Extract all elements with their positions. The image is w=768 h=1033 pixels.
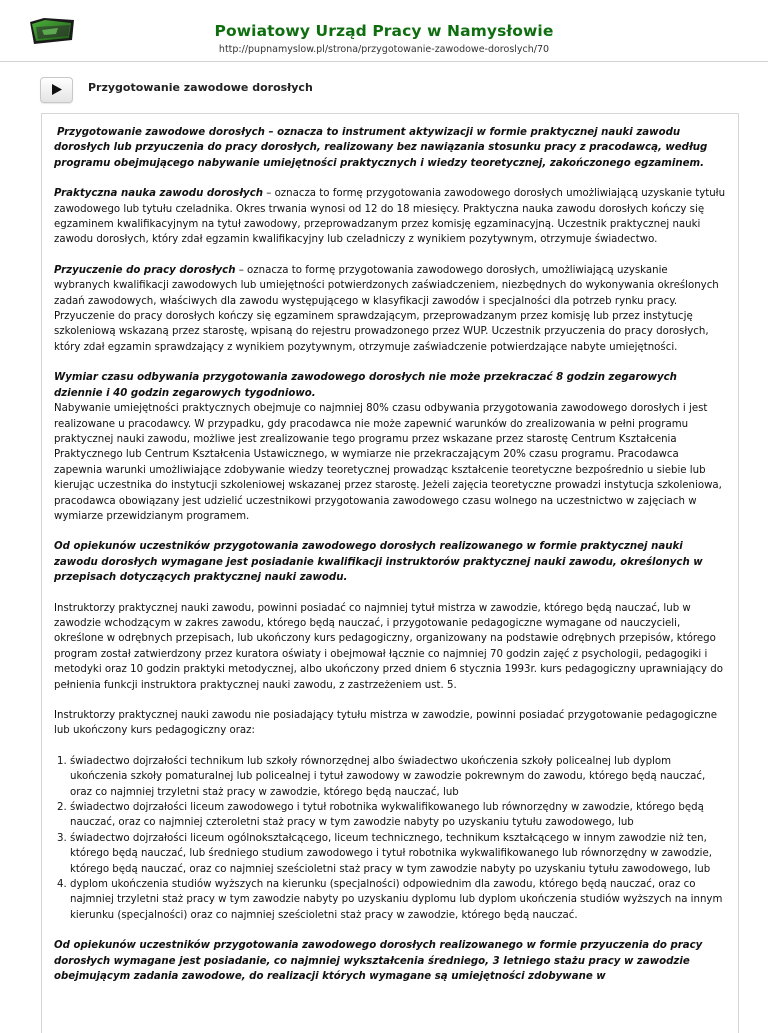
intro-paragraph: Przygotowanie zawodowe dorosłych – oznacza to instrument aktywizacji w formie praktycznej nauki zawodu dorosłych lub przyuczenia do pracy dorosłych, realizowany bez nawiązania stosunku pracy z pracodawcą, według programu obejmującego nabywanie umiejętności praktycznych i wiedzy teoretycznej, zakończonego egzaminem. <box>54 127 708 169</box>
breadcrumb-button[interactable] <box>40 77 73 103</box>
paragraph-opiekunowie-przyuczenie: Od opiekunów uczestników przygotowania zawodowego dorosłych realizowanego w formie przyuczenia do pracy dorosłych wymagane jest posiadanie, co najmniej wykształcenia średniego, 3 letniego stażu pracy w zawodzie obejmującym zadania zawodowe, do realizacji których wymagane są umiejętności zdobywane w <box>54 940 703 983</box>
site-header <box>0 0 768 62</box>
paragraph-instruktorzy: Instruktorzy praktycznej nauki zawodu, powinni posiadać co najmniej tytuł mistrza w zawodzie, którego będą nauczać, lub w zawodzie wchodzącym w zakres zawodu, którego będą nauczać, i przygotowanie pedagogiczne wymagane od nauczycieli, określone w odrębnych przepisach, lub ukończony kurs pedagogiczny, organizowany na podstawie odrębnych przepisów, którego program został zatwierdzony przez kuratora oświaty i obejmował łącznie co najmniej 70 godzin zajęć z psychologii, pedagogiki i metodyki oraz 10 godzin praktyki metodycznej, albo ukończony przed dniem 6 stycznia 1993r. kurs pedagogiczny uprawniający do pełnienia funkcji instruktora praktycznej nauki zawodu, z zastrzeżeniem ust. 5. <box>54 602 723 691</box>
page-title: Przygotowanie zawodowe dorosłych <box>88 81 313 94</box>
paragraph-text: Nabywanie umiejętności praktycznych obejmuje co najmniej 80% czasu odbywania przygotowania zawodowego dorosłych i jest realizowane u pracodawcy. W przypadku, gdy pracodawca nie może zapewnić warunków do zrealizowania w pełni programu praktycznej nauki zawodu, możliwe jest zrealizowanie tego programu przez wskazane przez starostę Centrum Kształcenia Praktycznego lub Centrum Kształcenia Ustawicznego, w wymiarze nie przekraczającym 20% czasu programu. Pracodawca zapewnia warunki umożliwiające zdobywanie wiedzy teoretycznej prowadząc kształcenie teoretyczne bezpośrednio u siebie lub kierując uczestnika do instytucji szkoleniowej wskazanej przez starostę. Jeżeli zajęcia teoretyczne prowadzi instytucja szkoleniowa, pracodawca obowiązany jest udzielić uczestnikowi przygotowania zawodowego czasu wolnego na uczestnictwo w zajęciach w wymiarze przewidzianym programem. <box>54 403 722 522</box>
paragraph-text: – oznacza to formę przygotowania zawodowego dorosłych umożliwiającą uzyskanie tytułu zawodowego lub tytułu czeladnika. Okres trwania wynosi od 12 do 18 miesięcy. Praktyczna nauka zawodu dorosłych kończy się egzaminem kwalifikacyjnym na tytuł zawodowy, przeprowadzanym przez komisję egzaminacyjną. Uczestnik praktycznej nauki zawodu dorosłych, który zdał egzamin kwalifikacyjny lub czeladniczy z wynikiem pozytywnym, otrzymuje świadectwo. <box>54 188 726 246</box>
paragraph-wymiar-czasu <box>54 370 726 524</box>
paragraph-przyuczenie <box>54 263 726 355</box>
list-item: 2. świadectwo dojrzałości liceum zawodowego i tytuł robotnika wykwalifikowanego lub równorzędny w zawodzie, którego będą nauczać, oraz co najmniej czteroletni staż pracy w tym zawodzie nabyty po uzyskaniu tytułu zawodowego, lub <box>70 800 726 831</box>
page-url[interactable]: http://pupnamyslow.pl/strona/przygotowanie-zawodowe-doroslych/70 <box>218 44 550 55</box>
paragraph-praktyczna-nauka <box>54 186 726 248</box>
list-item: 1. świadectwo dojrzałości technikum lub szkoły równorzędnej albo świadectwo ukończenia szkoły policealnej lub dyplom ukończenia szkoły pomaturalnej lub policealnej i tytuł zawodowy w zawodzie pokrewnym do zawodu, którego będą nauczać, oraz co najmniej trzyletni staż pracy w zawodzie, którego będą nauczać, lub <box>70 754 726 800</box>
arrow-right-icon <box>51 83 63 96</box>
list-item: 4. dyplom ukończenia studiów wyższych na kierunku (specjalności) odpowiednim dla zawodu, którego będą nauczać, oraz co najmniej trzyletni staż pracy w tym zawodzie nabyty po uzyskaniu dyplomu lub dyplom ukończenia studiów wyższych na innym kierunku (specjalności) oraz co najmniej sześcioletni staż pracy w zawodzie, którego będą nauczać. <box>70 877 726 923</box>
paragraph-instruktorzy-bez-tytulu: Instruktorzy praktycznej nauki zawodu nie posiadający tytułu mistrza w zawodzie, powinni posiadać przygotowanie pedagogiczne lub ukończony kurs pedagogiczny oraz: <box>54 710 718 737</box>
paragraph-opiekunowie-nauka: Od opiekunów uczestników przygotowania zawodowego dorosłych realizowanego w formie praktycznej nauki zawodu dorosłych wymagane jest posiadanie kwalifikacji instruktorów praktycznej nauki zawodu, określonych w przepisach dotyczących praktycznej nauki zawodu. <box>54 541 703 584</box>
requirements-list <box>54 754 726 923</box>
list-item: 3. świadectwo dojrzałości liceum ogólnokształcącego, liceum technicznego, technikum kształcącego w innym zawodzie niż ten, którego będą nauczać, lub średniego studium zawodowego i tytuł robotnika wykwalifikowanego lub równorzędny w zawodzie, którego będą nauczać, oraz co najmniej sześcioletni staż pracy w tym zawodzie nabyty po uzyskaniu tytułu zawodowego, lub <box>70 831 726 877</box>
article-content <box>41 113 739 1033</box>
paragraph-lead: Wymiar czasu odbywania przygotowania zawodowego dorosłych nie może przekraczać 8 godzin zegarowych dziennie i 40 godzin zegarowych tygodniowo. <box>54 372 677 399</box>
paragraph-lead: Przyuczenie do pracy dorosłych <box>54 264 236 276</box>
paragraph-lead: Praktyczna nauka zawodu dorosłych <box>54 188 263 200</box>
site-title: Powiatowy Urząd Pracy w Namysłowie <box>214 22 554 40</box>
header-divider <box>0 61 768 62</box>
paragraph-text: – oznacza to formę przygotowania zawodowego dorosłych, umożliwiającą uzyskanie wybranych kwalifikacji zawodowych lub umiejętności potwierdzonych zaświadczeniem, niezbędnych do wykonywania określonych zadań zawodowych, właściwych dla zawodu występującego w klasyfikacji zawodów i specjalności dla potrzeb rynku pracy. Przyuczenie do pracy dorosłych kończy się egzaminem sprawdzającym, przeprowadzanym przez komisję lub przez instytucję szkoleniową wskazaną przez starostę, wpisaną do rejestru prowadzonego przez WUP. Uczestnik przyuczenia do pracy dorosłych, który zdał egzamin sprawdzający z wynikiem pozytywnym, otrzymuje zaświadczenie potwierdzające nabyte umiejętności. <box>54 264 719 353</box>
